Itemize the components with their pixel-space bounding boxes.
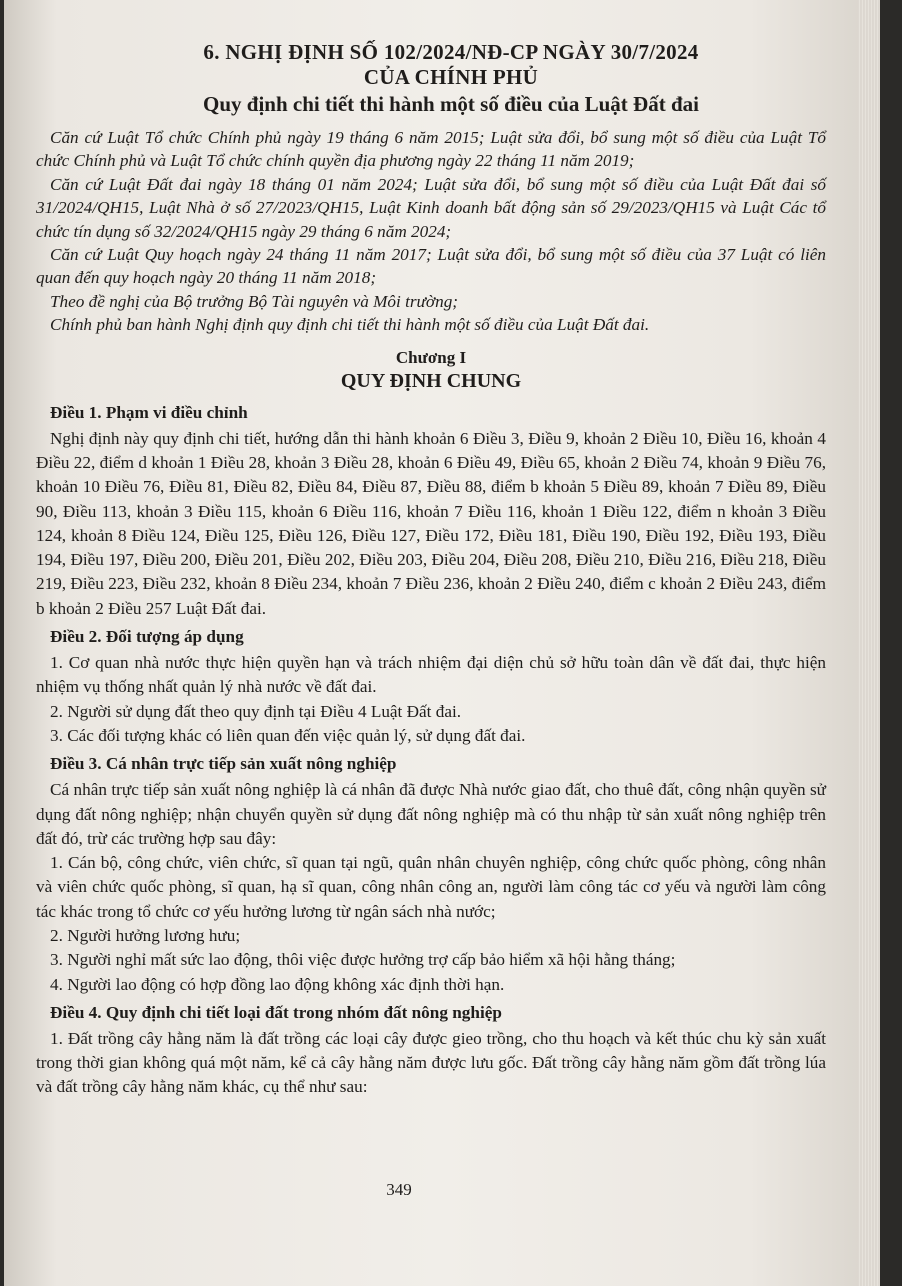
article-2 [36,625,826,748]
preamble [36,126,826,337]
article-1 [36,401,826,621]
article-paragraph: 1. Đất trồng cây hằng năm là đất trồng các loại cây được gieo trồng, cho thu hoạch và kết thúc chu kỳ sản xuất trong thời gian không quá một năm, kể cả cây hằng năm được lưu gốc. Đất trồng cây hằng năm gồm đất trồng lúa và đất trồng cây hằng năm khác, cụ thể như sau: [36,1028,826,1097]
article-title: Điều 3. Cá nhân trực tiếp sản xuất nông nghiệp [50,754,397,774]
chapter-number: Chương I [395,347,467,367]
article-4 [36,1001,826,1100]
article-paragraph: 1. Cán bộ, công chức, viên chức, sĩ quan tại ngũ, quân nhân chuyên nghiệp, công chức quốc phòng, công nhân và viên chức quốc phòng, sĩ quan, hạ sĩ quan, công nhân công an, người làm công tác cơ yếu và người làm công tác khác trong tổ chức cơ yếu hưởng lương từ ngân sách nhà nước; [36,853,826,921]
page-number: 349 [386,1180,412,1199]
preamble-paragraph: Căn cứ Luật Tổ chức Chính phủ ngày 19 tháng 6 năm 2015; Luật sửa đổi, bổ sung một số điều của Luật Tổ chức Chính phủ và Luật Tổ chức chính quyền địa phương ngày 22 tháng 11 năm 2019; [36,128,826,171]
article-paragraph: 3. Các đối tượng khác có liên quan đến việc quản lý, sử dụng đất đai. [50,725,526,745]
article-3 [36,752,826,997]
preamble-paragraph: Căn cứ Luật Quy hoạch ngày 24 tháng 11 năm 2017; Luật sửa đổi, bổ sung một số điều của 37 Luật có liên quan đến quy hoạch ngày 20 tháng 11 năm 2018; [36,245,826,288]
preamble-paragraph: Căn cứ Luật Đất đai ngày 18 tháng 01 năm 2024; Luật sửa đổi, bổ sung một số điều của Luật Đất đai số 31/2024/QH15, Luật Nhà ở số 27/2023/QH15, Luật Kinh doanh bất động sản số 29/2023/QH15 và Luật Các tổ chức tín dụng số 32/2024/QH15 ngày 29 tháng 6 năm 2024; [36,174,826,241]
article-title: Điều 4. Quy định chi tiết loại đất trong nhóm đất nông nghiệp [50,1002,502,1022]
article-paragraph: Nghị định này quy định chi tiết, hướng dẫn thi hành khoản 6 Điều 3, Điều 9, khoản 2 Điều 10, Điều 16, khoản 4 Điều 22, điểm d khoản 1 Điều 28, khoản 3 Điều 28, khoản 6 Điều 49, Điều 65, khoản 2 Điều 74, khoản 9 Điều 76, khoản 10 Điều 76, Điều 81, Điều 82, Điều 84, Điều 87, Điều 88, điểm b khoản 5 Điều 89, khoản 7 Điều 89, Điều 90, Điều 113, khoản 3 Điều 115, khoản 6 Điều 116, khoản 7 Điều 116, khoản 1 Điều 122, điểm n khoản 3 Điều 124, khoản 8 Điều 124, Điều 125, Điều 126, Điều 127, Điều 172, Điều 181, Điều 190, Điều 192, Điều 193, Điều 194, Điều 197, Điều 200, Điều 201, Điều 202, Điều 203, Điều 204, Điều 208, Điều 210, Điều 216, Điều 218, Điều 219, Điều 223, Điều 232, khoản 8 Điều 234, khoản 7 Điều 236, khoản 2 Điều 240, điểm c khoản 2 Điều 243, điểm b khoản 2 Điều 257 Luật Đất đai. [36,428,826,618]
article-paragraph: Cá nhân trực tiếp sản xuất nông nghiệp là cá nhân đã được Nhà nước giao đất, cho thuê đất, công nhận quyền sử dụng đất nông nghiệp; nhận chuyển quyền sử dụng đất nông nghiệp mà có thu nhập từ sản xuất nông nghiệp trên đất đó, trừ các trường hợp sau đây: [36,780,826,848]
document-title: 6. NGHỊ ĐỊNH SỐ 102/2024/NĐ-CP NGÀY 30/7/2024 [203,40,699,64]
preamble-paragraph: Theo đề nghị của Bộ trưởng Bộ Tài nguyên và Môi trường; [50,291,459,311]
preamble-paragraph: Chính phủ ban hành Nghị định quy định chi tiết thi hành một số điều của Luật Đất đai. [50,315,650,335]
book-page [4,0,880,1286]
article-paragraph: 1. Cơ quan nhà nước thực hiện quyền hạn và trách nhiệm đại diện chủ sở hữu toàn dân về đất đai, thực hiện nhiệm vụ thống nhất quản lý nhà nước về đất đai. [36,653,826,697]
page-edge-stack [858,0,880,1286]
article-title: Điều 2. Đối tượng áp dụng [50,627,244,647]
article-paragraph: 3. Người nghỉ mất sức lao động, thôi việc được hưởng trợ cấp bảo hiểm xã hội hằng tháng; [50,950,676,970]
article-title: Điều 1. Phạm vi điều chỉnh [50,402,248,422]
article-paragraph: 2. Người hưởng lương hưu; [50,926,241,945]
chapter-title: QUY ĐỊNH CHUNG [340,369,522,392]
document-issuer: CỦA CHÍNH PHỦ [363,65,539,89]
document-subject: Quy định chi tiết thi hành một số điều của Luật Đất đai [203,92,699,116]
article-paragraph: 2. Người sử dụng đất theo quy định tại Điều 4 Luật Đất đai. [50,701,462,721]
page-content [36,40,826,1100]
article-paragraph: 4. Người lao động có hợp đồng lao động không xác định thời hạn. [50,974,505,994]
articles [36,401,826,1100]
